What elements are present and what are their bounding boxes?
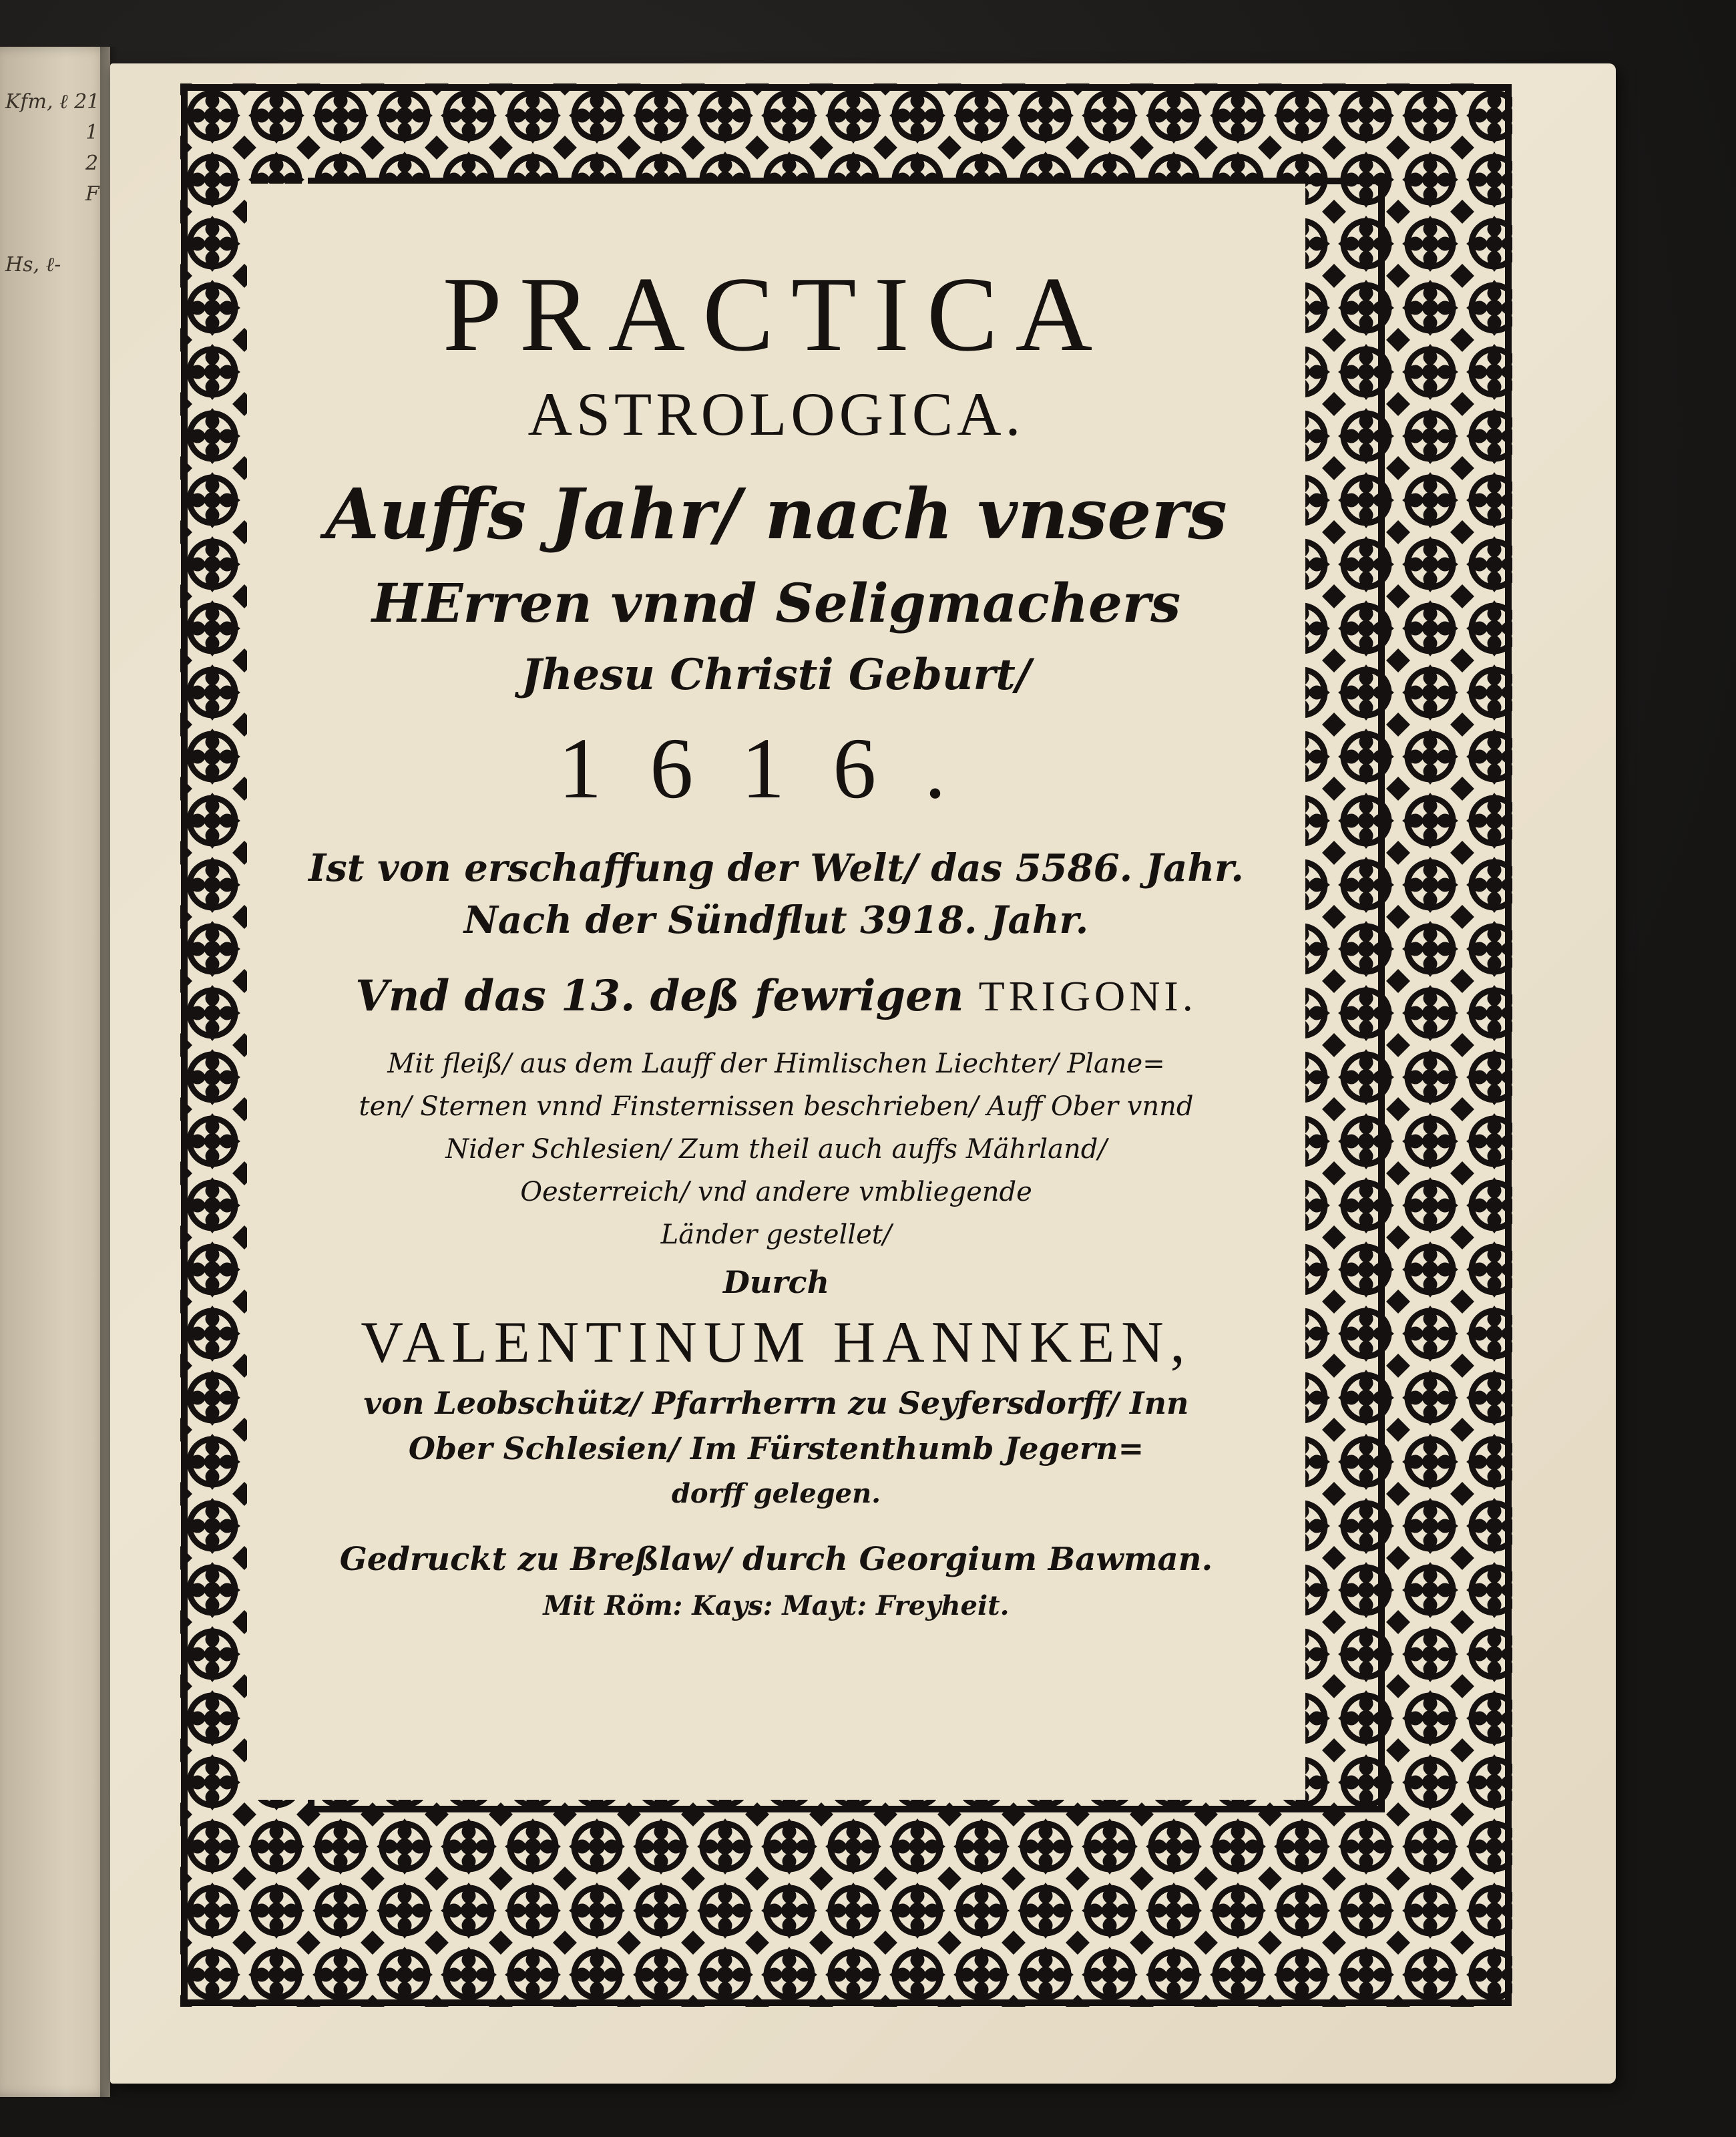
author-line: von Leobschütz/ Pfarrherrn zu Seyfersdorff/ Inn — [363, 1385, 1189, 1421]
description-line: Mit fleiß/ aus dem Lauff der Himlischen Liechter/ Plane= — [387, 1048, 1165, 1079]
privilege-line: Mit Röm: Kays: Mayt: Freyheit. — [543, 1590, 1010, 1621]
author-line: Ober Schlesien/ Im Fürstenthumb Jegern= — [408, 1430, 1144, 1467]
line-sundflut: Nach der Sündflut 3918. Jahr. — [463, 898, 1089, 942]
line-trigoni — [355, 960, 1197, 1033]
margin-note: 2 — [85, 152, 99, 175]
margin-notes — [5, 87, 105, 280]
line-herren: HErren vnnd Seligmachers — [371, 572, 1181, 634]
line-erschaffung-welt: Ist von erschaffung der Welt/ das 5586. Jahr. — [308, 846, 1244, 890]
margin-note: F — [85, 182, 99, 206]
author-name: VALENTINUM HANNKEN, — [361, 1310, 1192, 1375]
margin-note: Hs, ℓ- — [5, 253, 61, 276]
line-jhesu-christi: Jhesu Christi Geburt/ — [521, 650, 1032, 700]
title-page — [110, 63, 1616, 2084]
title-practica: PRACTICA — [442, 254, 1110, 373]
description-line: Oesterreich/ vnd andere vmbliegende — [520, 1177, 1032, 1207]
left-page — [0, 47, 110, 2097]
durch: Durch — [722, 1264, 830, 1300]
description-line: Nider Schlesien/ Zum theil auch auffs Mährland/ — [445, 1134, 1107, 1165]
year-1616: 1616. — [558, 721, 994, 817]
line-auffs-jahr: Auffs Jahr/ nach vnsers — [325, 473, 1227, 555]
margin-note: 1 — [85, 121, 99, 144]
description-line: Länder gestellet/ — [660, 1219, 892, 1250]
margin-note: Kfm, ℓ 21 — [5, 90, 100, 114]
author-line: dorff gelegen. — [671, 1478, 881, 1509]
trigoni-caps: TRIGONI. — [978, 972, 1197, 1020]
subtitle-astrologica: ASTROLOGICA. — [527, 380, 1025, 448]
line-trigoni-text: Vnd das 13. deß fewrigen — [355, 971, 964, 1021]
description-line: ten/ Sternen vnnd Finsternissen beschrieben/ Auff Ober vnnd — [359, 1091, 1194, 1122]
title-text-block — [247, 184, 1305, 1800]
printer-line: Gedruckt zu Breßlaw/ durch Georgium Bawman. — [339, 1541, 1213, 1578]
